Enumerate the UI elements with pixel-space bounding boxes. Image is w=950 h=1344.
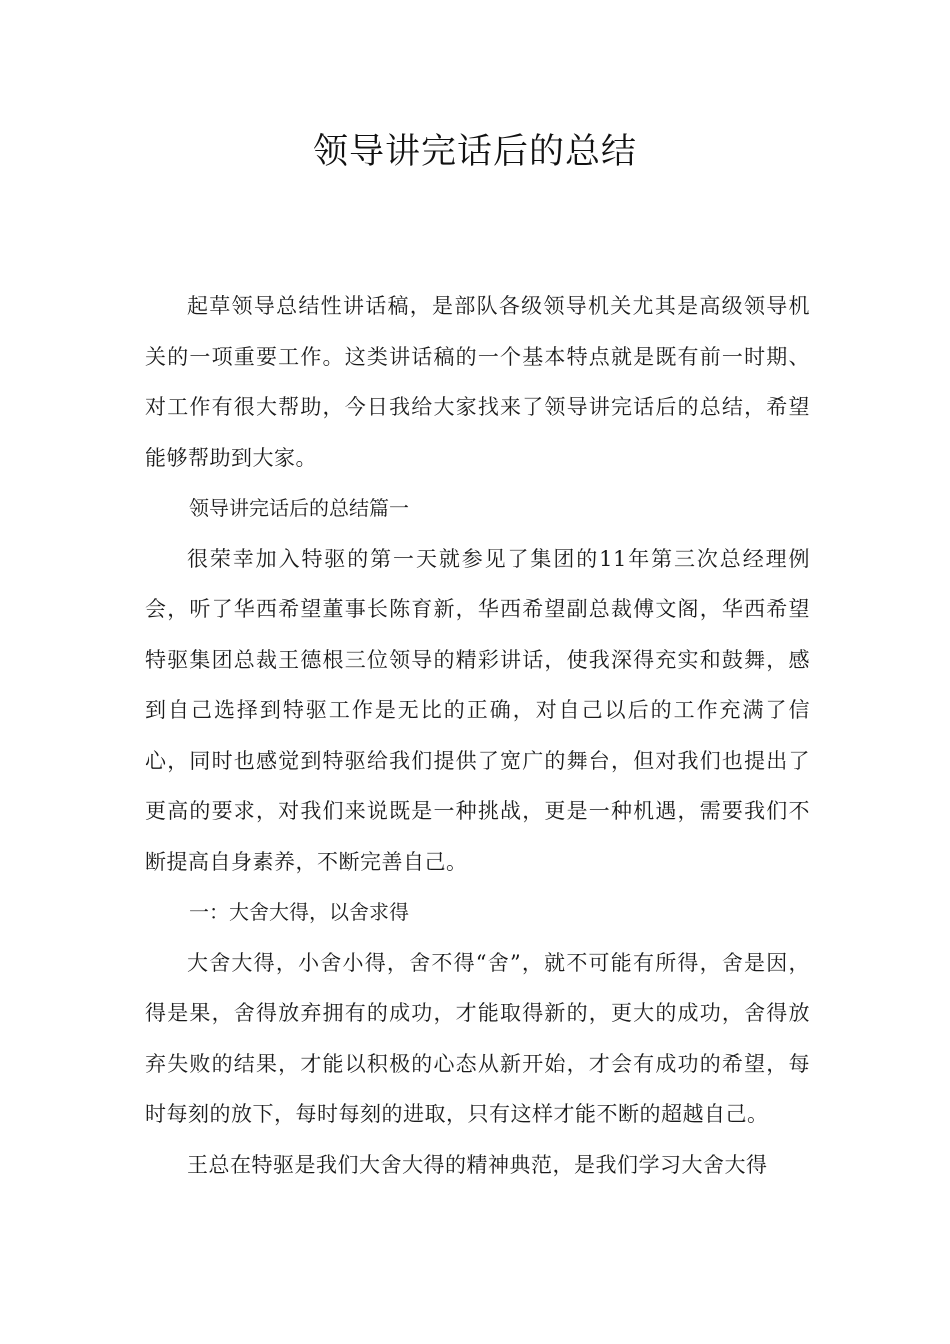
document-body [145,281,810,1190]
body-paragraph: 王总在特驱是我们大舍大得的精神典范，是我们学习大舍大得 [187,1152,768,1177]
body-paragraph: 很荣幸加入特驱的第一天就参见了集团的11年第三次总经理例会，听了华西希望董事长陈育新，华西希望副总裁傅文阁，华西希望特驱集团总裁王德根三位领导的精彩讲话，使我深得充实和鼓舞，感到自己选择到特驱工作是无比的正确，对自己以后的工作充满了信心，同时也感觉到特驱给我们提供了宽广的舞台，但对我们也提出了更高的要求，对我们来说既是一种挑战，更是一种机遇，需要我们不断提高自身素养，不断完善自己。 [145,546,810,874]
intro-paragraph: 起草领导总结性讲话稿，是部队各级领导机关尤其是高级领导机关的一项重要工作。这类讲话稿的一个基本特点就是既有前一时期、对工作有很大帮助，今日我给大家找来了领导讲完话后的总结，希望能够帮助到大家。 [145,294,810,470]
body-paragraph: 大舍大得，小舍小得，舍不得“舍”，就不可能有所得，舍是因，得是果，舍得放弃拥有的成功，才能取得新的，更大的成功，舍得放弃失败的结果，才能以积极的心态从新开始，才会有成功的希望，每时每刻的放下，每时每刻的进取，只有这样才能不断的超越自己。 [145,950,810,1126]
subsection-heading: 一：大舍大得，以舍求得 [189,900,409,924]
document-title: 领导讲完话后的总结 [312,132,637,172]
section-heading: 领导讲完话后的总结篇一 [189,496,409,520]
